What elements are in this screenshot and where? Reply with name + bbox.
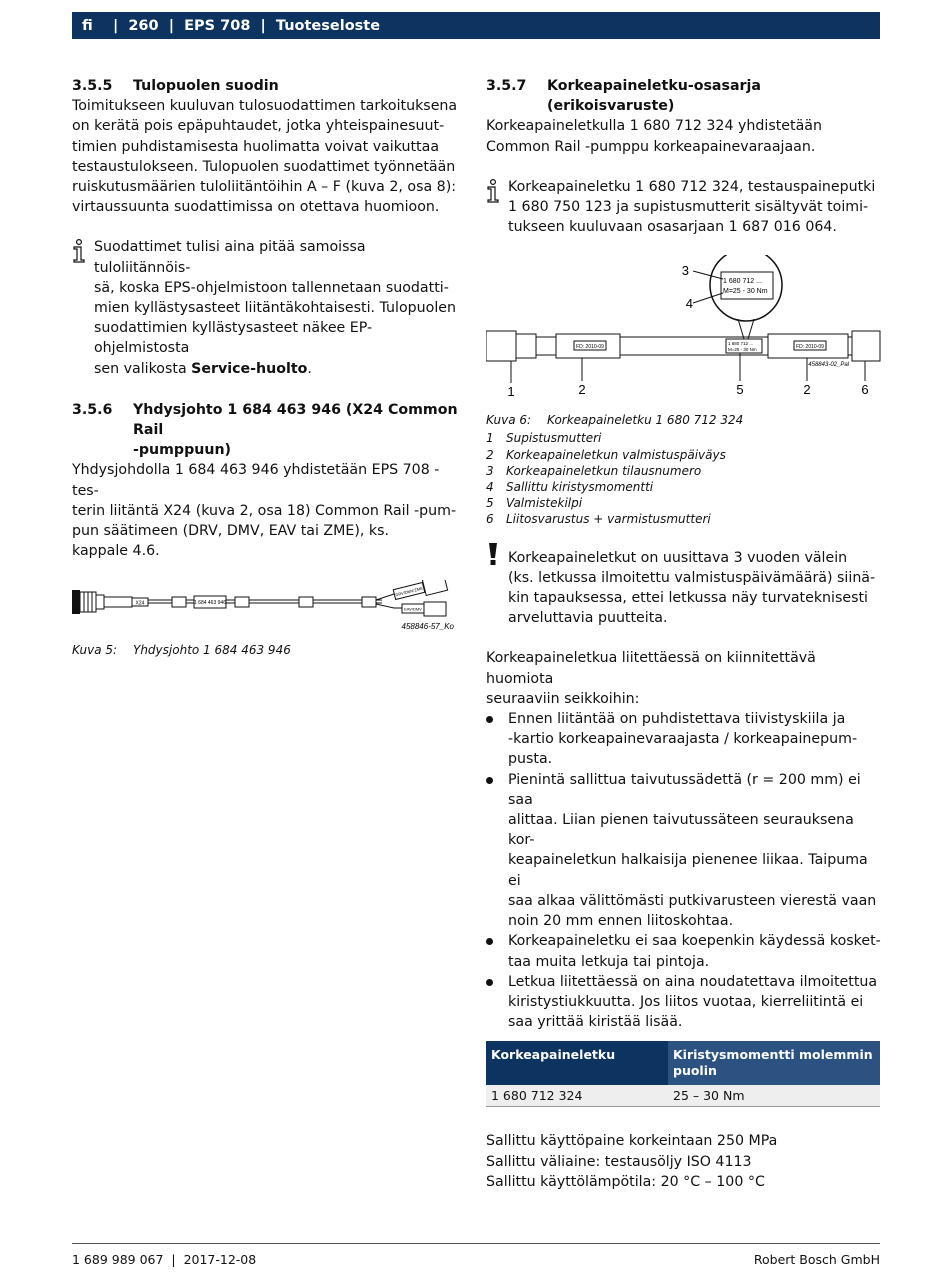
callout-2-left: 2	[578, 382, 586, 398]
callout-3: 3	[681, 263, 689, 279]
left-column	[72, 76, 462, 657]
heading-356: 3.5.6 Yhdysjohto 1 684 463 946 (X24 Common Rail -pumppuun)	[72, 401, 458, 459]
para-357: Korkeapaineletkulla 1 680 712 324 yhdistetään Common Rail -pumppu korkeapainevaraajaan.	[486, 118, 822, 155]
torque-table	[486, 1041, 880, 1107]
para-356: Yhdysjohdolla 1 684 463 946 yhdistetään EPS 708 -tes- terin liitäntä X24 (kuva 2, osa 18) Common Rail -pum- pun säätimeen (DRV, DMV, EAV tai ZME), ks. kappale 4.6.	[72, 462, 457, 560]
drv-label: DRV/DMV/ZME	[394, 586, 424, 598]
plug-end	[72, 590, 80, 614]
callout-5: 5	[736, 382, 744, 398]
fd-label-left: FD: 2010-09	[576, 344, 604, 351]
list-item: Letkua liitettäessä on aina noudatettava ilmoitettua kiristystiukkuutta. Jos liitos vuotaa, kierreliitintä ei saa yrittää kiristää lisää.	[486, 972, 881, 1033]
header-page: 260	[128, 17, 159, 34]
intro-para: Korkeapaineletkua liitettäessä on kiinnitettävä huomiota seuraaviin seikkoihin:	[486, 650, 816, 707]
heading-355: 3.5.5 Tulopuolen suodin	[72, 78, 279, 94]
list-item: Pienintä sallittua taivutussädettä (r = 200 mm) ei saa alittaa. Liian pienen taivutussäteen seurauksena kor- keapaineletkun halkaisija pienenee liikaa. Taipuma ei saa alkaa välittömästi putkivarusteen vierestä vaan noin 20 mm ennen liitoskohtaa.	[486, 770, 881, 932]
callout-1: 1	[507, 384, 515, 400]
page-header: fi | 260 | EPS 708 | Tuoteseloste	[72, 12, 880, 39]
footer-company: Robert Bosch GmbH	[753, 1252, 880, 1267]
figure-5-caption: Kuva 5: Yhdysjohto 1 684 463 946	[72, 643, 291, 658]
figure-5-code: 458846-57_Ko	[401, 622, 454, 632]
plate-label-1: 1 680 712 ...	[723, 278, 762, 286]
plate-label-small-1: 1 680 712 ...	[728, 341, 754, 347]
fd-label-right: FD: 2010-09	[796, 344, 824, 351]
legend-item: 4 Sallittu kiristysmomentti	[486, 480, 654, 495]
heading-357: 3.5.7 Korkeapaineletku-osasarja (erikoisvaruste)	[486, 78, 761, 115]
figure-5-cable-drawing	[72, 580, 464, 638]
legend-item: 6 Liitosvarustus + varmistusmutteri	[486, 512, 711, 527]
legend-item: 1 Supistusmutteri	[486, 431, 602, 446]
table-header-hose: Korkeapaineletku	[486, 1041, 668, 1085]
figure-6-caption: Kuva 6: Korkeapaineletku 1 680 712 324	[486, 413, 744, 428]
info-note-filters: Suodattimet tulisi aina pitää samoissa tuloliitännöis- sä, koska EPS-ohjelmistoon tallennetaan suodatti- mien kyllästysasteet liitäntäkohtaisesti. Tulopuolen suodattimien kyllästysasteet näkee EP-ohjelmistosta sen valikosta Service-huolto.	[72, 237, 462, 378]
info-icon	[72, 239, 86, 263]
footer-docno: 1 689 989 067	[72, 1252, 164, 1267]
table-row	[486, 1085, 880, 1107]
info-icon	[486, 179, 500, 203]
warning-note: Korkeapaineletkut on uusittava 3 vuoden välein (ks. letkussa ilmoitettu valmistuspäivämäärä) siinä- kin tapauksessa, ettei letkussa näy turvateknisesti arveluttavia puutteita.	[486, 548, 881, 629]
legend-item: 3 Korkeapaineletkun tilausnumero	[486, 463, 702, 478]
callout-2-right: 2	[803, 382, 811, 398]
figure-6-legend	[486, 430, 881, 527]
plate-label-small-2: M=25 - 30 Nm	[728, 347, 757, 353]
header-product: EPS 708	[184, 17, 251, 34]
table-header-row	[486, 1041, 880, 1085]
callout-6: 6	[861, 382, 869, 398]
table-header-torque: Kiristysmomentti molemmin puolin	[668, 1041, 880, 1085]
x24-label: X24	[135, 600, 145, 607]
plate-label-2: M=25 - 30 Nm	[723, 288, 768, 296]
list-item: Korkeapaineletku ei saa koepenkin käydessä kosket- taa muita letkuja tai pintoja.	[486, 931, 881, 971]
figure-6-hose-drawing	[486, 255, 881, 407]
specs-para: Sallittu käyttöpaine korkeintaan 250 MPa Sallittu väliaine: testausöljy ISO 4113 Sallittu käyttölämpötila: 20 °C – 100 °C	[486, 1133, 778, 1190]
list-item: Ennen liitäntää on puhdistettava tiivistyskiila ja -kartio korkeapainevaraajasta / korkeapainepum- pusta.	[486, 709, 881, 770]
footer-date: 2017-12-08	[183, 1252, 257, 1267]
legend-item: 2 Korkeapaineletkun valmistuspäiväys	[486, 447, 726, 462]
table-cell-hose: 1 680 712 324	[486, 1085, 668, 1107]
legend-item: 5 Valmistekilpi	[486, 496, 583, 511]
callout-4: 4	[685, 296, 693, 312]
eav-label: EAV/DMV	[404, 606, 422, 612]
para-355: Toimitukseen kuuluvan tulosuodattimen tarkoituksena on kerätä pois epäpuhtaudet, jotka yhteispainesuut- timien puhdistamisesta huolimatta voivat vaikuttaa testaustulokseen. Tulopuolen suodattimet työnnetään ruiskutusmäärien tuloliitäntöihin A – F (kuva 2, osa 8): virtaussuunta suodattimissa on otettava huomioon.	[72, 98, 458, 216]
bullet-list	[486, 709, 881, 1032]
header-doc: Tuoteseloste	[275, 17, 381, 34]
right-column	[486, 76, 881, 1192]
info-note-kit: Korkeapaineletku 1 680 712 324, testauspaineputki 1 680 750 123 ja supistusmutterit sisältyvät toimi- tukseen kuuluvaan osasarjaan 1 687 016 064.	[486, 177, 881, 238]
figure-6-code: 458843-02_Pal	[808, 362, 849, 369]
header-lang: fi	[82, 17, 93, 34]
cable-number-label: 1 684 463 946	[194, 600, 226, 607]
page-footer: 1 689 989 067 | 2017-12-08 Robert Bosch GmbH	[72, 1243, 880, 1244]
table-cell-torque: 25 – 30 Nm	[668, 1085, 880, 1107]
exclamation-icon	[486, 542, 500, 566]
